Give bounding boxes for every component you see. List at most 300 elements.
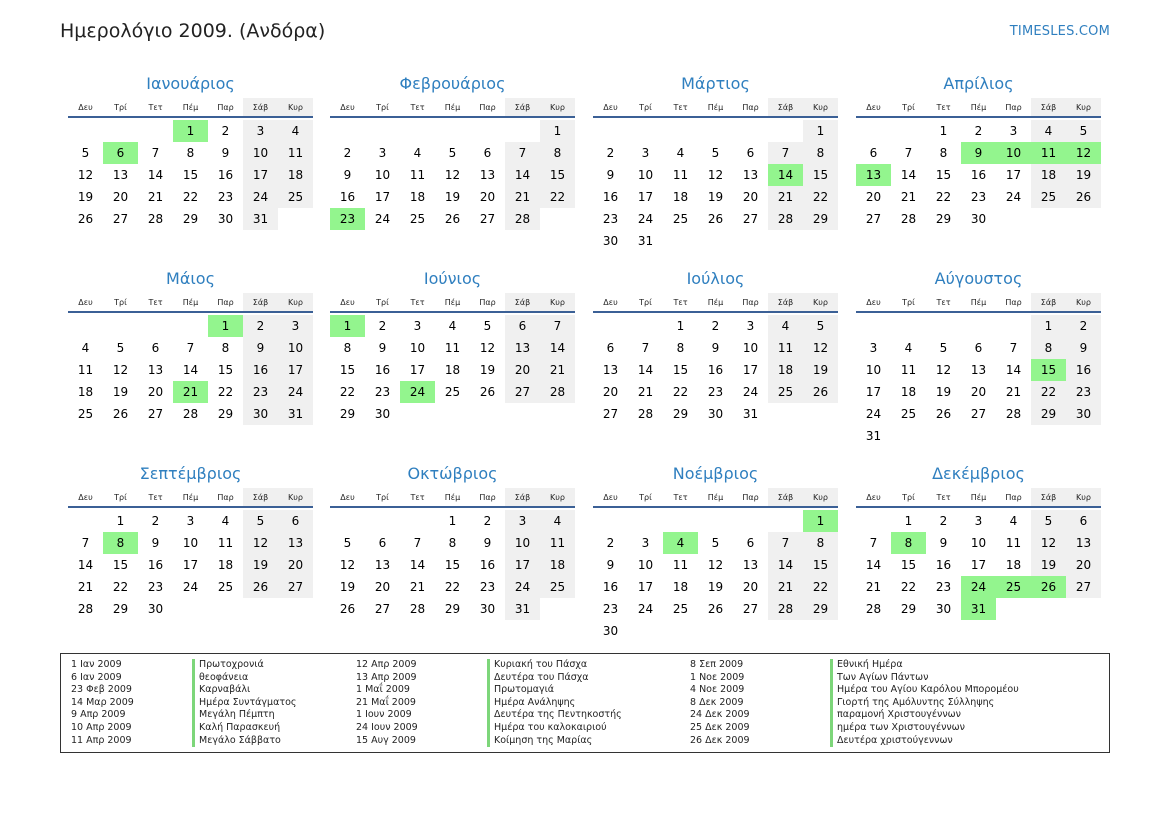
day-cell: 14 [77, 558, 94, 572]
day-cell: 16 [479, 558, 496, 572]
day-cell: 14 [637, 363, 654, 377]
day-cell: 14 [865, 558, 882, 572]
empty-cell [470, 403, 505, 425]
day-cell: 21 [540, 359, 575, 381]
weekday-label: Παρ [217, 298, 234, 307]
empty-cell [1066, 425, 1101, 447]
weekday-label: Σάβ [1031, 488, 1066, 506]
weekday-label: Κυρ [278, 98, 313, 116]
empty-cell [733, 120, 768, 142]
day-cell: 8 [803, 532, 838, 554]
day-cell: 7 [151, 146, 160, 160]
site-link[interactable]: TIMESLES.COM [1009, 24, 1110, 39]
legend-date: 8 Σεπ 2009 [690, 659, 744, 670]
day-cell: 7 [869, 536, 878, 550]
week-row [330, 359, 575, 381]
month-title: Σεπτέμβριος [139, 464, 242, 483]
day-cell: 23 [602, 212, 619, 226]
empty-cell [593, 315, 628, 337]
holiday-day-cell: 26 [1031, 576, 1066, 598]
week-row [856, 337, 1101, 359]
day-cell: 28 [182, 407, 199, 421]
weekday-label: Πέμ [707, 298, 724, 307]
day-cell: 20 [602, 385, 619, 399]
day-cell: 10 [970, 536, 987, 550]
day-cell: 18 [672, 580, 689, 594]
day-cell: 30 [217, 212, 234, 226]
month-block [593, 267, 838, 425]
weekday-label: Τρί [114, 493, 127, 502]
week-row [593, 403, 838, 425]
day-cell: 10 [742, 341, 759, 355]
day-cell: 18 [217, 558, 234, 572]
day-cell: 10 [278, 337, 313, 359]
day-cell: 10 [243, 142, 278, 164]
week-row [330, 164, 575, 186]
empty-cell [68, 315, 103, 337]
holiday-day-cell: 13 [856, 164, 891, 186]
holiday-day-cell: 15 [1031, 359, 1066, 381]
day-cell: 11 [1005, 536, 1022, 550]
day-cell: 29 [217, 407, 234, 421]
day-cell: 2 [974, 124, 983, 138]
holiday-day-cell: 23 [330, 208, 365, 230]
day-cell: 22 [339, 385, 356, 399]
day-cell: 26 [339, 602, 356, 616]
day-cell: 25 [672, 212, 689, 226]
day-cell: 24 [505, 576, 540, 598]
day-cell: 23 [479, 580, 496, 594]
day-cell: 9 [378, 341, 387, 355]
weekday-label: Σάβ [243, 488, 278, 506]
day-cell: 23 [707, 385, 724, 399]
day-cell: 6 [505, 315, 540, 337]
weekday-label: Πέμ [970, 298, 987, 307]
day-cell: 13 [742, 558, 759, 572]
month-block [856, 72, 1101, 230]
day-cell: 1 [116, 514, 125, 528]
day-cell: 25 [278, 186, 313, 208]
weekday-label: Παρ [479, 493, 496, 502]
day-cell: 24 [637, 602, 654, 616]
week-row [856, 510, 1101, 532]
weekday-label: Πέμ [707, 103, 724, 112]
empty-cell [856, 315, 891, 337]
month-title: Ιούλιος [686, 269, 745, 288]
empty-cell [470, 120, 505, 142]
empty-cell [768, 403, 803, 425]
weekday-label: Δευ [603, 103, 618, 112]
day-cell: 5 [803, 315, 838, 337]
weekday-header [68, 293, 313, 313]
day-cell: 19 [444, 190, 461, 204]
empty-cell [628, 315, 663, 337]
week-row [593, 186, 838, 208]
holiday-day-cell: 24 [400, 381, 435, 403]
weekday-label: Τρί [639, 103, 652, 112]
weekday-label: Δευ [78, 298, 93, 307]
month-title: Μάρτιος [681, 74, 750, 93]
legend-holiday-name: Εθνική Ημέρα [830, 659, 1019, 672]
day-cell: 26 [803, 381, 838, 403]
empty-cell [768, 230, 803, 252]
weekday-label: Τετ [410, 493, 425, 502]
day-cell: 17 [505, 554, 540, 576]
holiday-day-cell: 11 [1031, 142, 1066, 164]
empty-cell [1031, 425, 1066, 447]
empty-cell [593, 510, 628, 532]
day-cell: 24 [374, 212, 391, 226]
day-cell: 27 [602, 407, 619, 421]
day-cell: 5 [711, 536, 720, 550]
weekday-label: Δευ [866, 103, 881, 112]
day-cell: 17 [637, 580, 654, 594]
day-cell: 2 [606, 536, 615, 550]
weekday-label: Τετ [936, 103, 951, 112]
legend-date: 1 Νοε 2009 [690, 671, 745, 683]
day-cell: 24 [243, 186, 278, 208]
empty-cell [996, 208, 1031, 230]
weekday-label: Κυρ [540, 293, 575, 311]
month-block [330, 462, 575, 620]
day-cell: 13 [479, 168, 496, 182]
legend-names-col-2 [487, 659, 622, 747]
day-cell: 25 [444, 385, 461, 399]
day-cell: 24 [1005, 190, 1022, 204]
empty-cell [208, 598, 243, 620]
empty-cell [400, 403, 435, 425]
day-cell: 31 [278, 403, 313, 425]
holiday-day-cell: 12 [1066, 142, 1101, 164]
weekday-label: Τετ [148, 103, 163, 112]
weekday-label: Τετ [673, 103, 688, 112]
weekday-label: Τρί [902, 298, 915, 307]
day-cell: 14 [540, 337, 575, 359]
day-cell: 16 [243, 359, 278, 381]
day-cell: 27 [147, 407, 164, 421]
week-row [68, 359, 313, 381]
week-row [593, 381, 838, 403]
week-row [330, 142, 575, 164]
day-cell: 11 [444, 341, 461, 355]
day-cell: 20 [742, 190, 759, 204]
day-cell: 17 [970, 558, 987, 572]
day-cell: 10 [409, 341, 426, 355]
day-cell: 26 [77, 212, 94, 226]
day-cell: 7 [186, 341, 195, 355]
weekday-label: Σάβ [243, 98, 278, 116]
holiday-day-cell: 24 [961, 576, 996, 598]
empty-cell [628, 120, 663, 142]
day-cell: 28 [540, 381, 575, 403]
week-row [593, 337, 838, 359]
weekday-label: Τετ [673, 493, 688, 502]
day-cell: 28 [768, 208, 803, 230]
month-block [68, 462, 313, 620]
weekday-label: Σάβ [768, 98, 803, 116]
legend-date: 13 Απρ 2009 [356, 671, 417, 683]
day-cell: 12 [707, 168, 724, 182]
day-cell: 14 [900, 168, 917, 182]
day-cell: 28 [768, 598, 803, 620]
legend-holiday-name: Ημέρα Ανάληψης [487, 697, 622, 710]
day-cell: 1 [803, 120, 838, 142]
day-cell: 4 [81, 341, 90, 355]
day-cell: 8 [676, 341, 685, 355]
empty-cell [856, 120, 891, 142]
weekday-label: Τρί [376, 103, 389, 112]
day-cell: 5 [1066, 120, 1101, 142]
day-cell: 6 [869, 146, 878, 160]
empty-cell [891, 120, 926, 142]
legend-holiday-name: Ημέρα Συντάγματος [192, 697, 296, 710]
day-cell: 8 [448, 536, 457, 550]
day-cell: 28 [77, 602, 94, 616]
day-cell: 28 [900, 212, 917, 226]
day-cell: 6 [278, 510, 313, 532]
empty-cell [803, 620, 838, 642]
weekday-label: Παρ [1005, 103, 1022, 112]
day-cell: 19 [707, 580, 724, 594]
holiday-day-cell: 10 [996, 142, 1031, 164]
day-cell: 20 [479, 190, 496, 204]
weekday-label: Τρί [902, 103, 915, 112]
day-cell: 3 [974, 514, 983, 528]
empty-cell [68, 510, 103, 532]
day-cell: 3 [378, 146, 387, 160]
day-cell: 26 [444, 212, 461, 226]
day-cell: 26 [707, 212, 724, 226]
legend-date: 25 Δεκ 2009 [690, 721, 750, 733]
day-cell: 5 [448, 146, 457, 160]
day-cell: 12 [803, 337, 838, 359]
month-title: Ιανουάριος [146, 74, 235, 93]
legend-holiday-name: Γιορτή της Αμόλυντης Σύλληψης [830, 697, 1019, 710]
day-cell: 7 [768, 142, 803, 164]
week-row [330, 403, 575, 425]
weekday-label: Πέμ [970, 493, 987, 502]
day-cell: 15 [935, 168, 952, 182]
weekday-label: Πέμ [182, 298, 199, 307]
week-row [856, 164, 1101, 186]
day-cell: 15 [803, 164, 838, 186]
day-cell: 28 [637, 407, 654, 421]
empty-cell [103, 120, 138, 142]
day-cell: 19 [339, 580, 356, 594]
day-cell: 16 [970, 168, 987, 182]
empty-cell [733, 620, 768, 642]
weekday-label: Κυρ [803, 488, 838, 506]
empty-cell [435, 120, 470, 142]
day-cell: 22 [112, 580, 129, 594]
weekday-label: Τετ [148, 298, 163, 307]
weekday-header [330, 98, 575, 118]
holiday-day-cell: 8 [891, 532, 926, 554]
holiday-day-cell: 4 [663, 532, 698, 554]
empty-cell [243, 598, 278, 620]
day-cell: 30 [147, 602, 164, 616]
holiday-legend [60, 653, 1110, 753]
day-cell: 29 [803, 598, 838, 620]
day-cell: 9 [151, 536, 160, 550]
day-cell: 6 [151, 341, 160, 355]
week-row [330, 186, 575, 208]
weekday-label: Παρ [479, 103, 496, 112]
day-cell: 17 [374, 190, 391, 204]
day-cell: 3 [186, 514, 195, 528]
weekday-header [856, 488, 1101, 508]
day-cell: 26 [707, 602, 724, 616]
weekday-header [593, 98, 838, 118]
day-cell: 6 [1066, 510, 1101, 532]
legend-holiday-name: παραμονή Χριστουγέννων [830, 709, 1019, 722]
day-cell: 15 [112, 558, 129, 572]
empty-cell [891, 425, 926, 447]
day-cell: 24 [865, 407, 882, 421]
weekday-label: Κυρ [540, 488, 575, 506]
day-cell: 23 [147, 580, 164, 594]
week-row [856, 425, 1101, 447]
day-cell: 21 [637, 385, 654, 399]
legend-date: 24 Ιουν 2009 [356, 721, 418, 733]
empty-cell [768, 120, 803, 142]
weekday-label: Δευ [340, 298, 355, 307]
day-cell: 16 [707, 363, 724, 377]
weekday-header [68, 98, 313, 118]
day-cell: 13 [742, 168, 759, 182]
day-cell: 26 [479, 385, 496, 399]
holiday-day-cell: 9 [961, 142, 996, 164]
day-cell: 11 [900, 363, 917, 377]
week-row [856, 403, 1101, 425]
empty-cell [663, 620, 698, 642]
month-title: Φεβρουάριος [399, 74, 506, 93]
day-cell: 21 [147, 190, 164, 204]
week-row [593, 230, 838, 252]
day-cell: 13 [505, 337, 540, 359]
day-cell: 2 [711, 319, 720, 333]
empty-cell [698, 120, 733, 142]
day-cell: 11 [409, 168, 426, 182]
day-cell: 9 [606, 168, 615, 182]
day-cell: 12 [243, 532, 278, 554]
month-title: Οκτώβριος [407, 464, 498, 483]
weekday-label: Δευ [78, 493, 93, 502]
day-cell: 1 [540, 120, 575, 142]
holiday-day-cell: 1 [330, 315, 365, 337]
day-cell: 23 [1066, 381, 1101, 403]
day-cell: 4 [278, 120, 313, 142]
empty-cell [698, 620, 733, 642]
day-cell: 16 [374, 363, 391, 377]
day-cell: 24 [278, 381, 313, 403]
week-row [68, 120, 313, 142]
empty-cell [1066, 208, 1101, 230]
week-row [593, 359, 838, 381]
day-cell: 19 [243, 554, 278, 576]
day-cell: 14 [768, 554, 803, 576]
day-cell: 22 [935, 190, 952, 204]
week-row [593, 554, 838, 576]
weekday-label: Πέμ [444, 298, 461, 307]
day-cell: 3 [278, 315, 313, 337]
legend-date: 1 Ιουν 2009 [356, 709, 412, 721]
day-cell: 20 [970, 385, 987, 399]
day-cell: 5 [483, 319, 492, 333]
weekday-label: Τρί [114, 298, 127, 307]
week-row [330, 532, 575, 554]
empty-cell [926, 425, 961, 447]
day-cell: 15 [339, 363, 356, 377]
day-cell: 17 [742, 363, 759, 377]
empty-cell [768, 620, 803, 642]
day-cell: 30 [970, 212, 987, 226]
day-cell: 28 [865, 602, 882, 616]
day-cell: 27 [970, 407, 987, 421]
week-row [856, 576, 1101, 598]
weekday-label: Κυρ [1066, 98, 1101, 116]
day-cell: 2 [606, 146, 615, 160]
day-cell: 1 [904, 514, 913, 528]
day-cell: 29 [900, 602, 917, 616]
week-row [68, 142, 313, 164]
empty-cell [540, 598, 575, 620]
day-cell: 1 [448, 514, 457, 528]
empty-cell [138, 315, 173, 337]
day-cell: 5 [81, 146, 90, 160]
empty-cell [278, 598, 313, 620]
day-cell: 11 [278, 142, 313, 164]
weekday-label: Τετ [410, 298, 425, 307]
weekday-label: Σάβ [1031, 293, 1066, 311]
weekday-header [330, 488, 575, 508]
week-row [68, 337, 313, 359]
weekday-header [593, 488, 838, 508]
day-cell: 23 [217, 190, 234, 204]
weekday-label: Παρ [742, 298, 759, 307]
day-cell: 18 [444, 363, 461, 377]
day-cell: 19 [1031, 554, 1066, 576]
day-cell: 22 [217, 385, 234, 399]
empty-cell [628, 510, 663, 532]
legend-date: 24 Δεκ 2009 [690, 709, 750, 721]
legend-holiday-name: Δευτέρα χριστούγεννων [830, 735, 1019, 748]
week-row [330, 554, 575, 576]
day-cell: 6 [483, 146, 492, 160]
day-cell: 10 [637, 168, 654, 182]
day-cell: 8 [939, 146, 948, 160]
day-cell: 2 [378, 319, 387, 333]
day-cell: 18 [540, 554, 575, 576]
day-cell: 22 [803, 186, 838, 208]
legend-holiday-name: Κοίμηση της Μαρίας [487, 735, 622, 748]
holiday-day-cell: 1 [803, 510, 838, 532]
day-cell: 17 [637, 190, 654, 204]
day-cell: 19 [707, 190, 724, 204]
week-row [68, 576, 313, 598]
empty-cell [698, 510, 733, 532]
holiday-day-cell: 25 [996, 576, 1031, 598]
week-row [856, 359, 1101, 381]
week-row [68, 315, 313, 337]
day-cell: 30 [707, 407, 724, 421]
weekday-label: Παρ [742, 103, 759, 112]
legend-date: 8 Δεκ 2009 [690, 696, 744, 708]
day-cell: 14 [1005, 363, 1022, 377]
day-cell: 5 [1031, 510, 1066, 532]
day-cell: 3 [641, 146, 650, 160]
day-cell: 23 [243, 381, 278, 403]
